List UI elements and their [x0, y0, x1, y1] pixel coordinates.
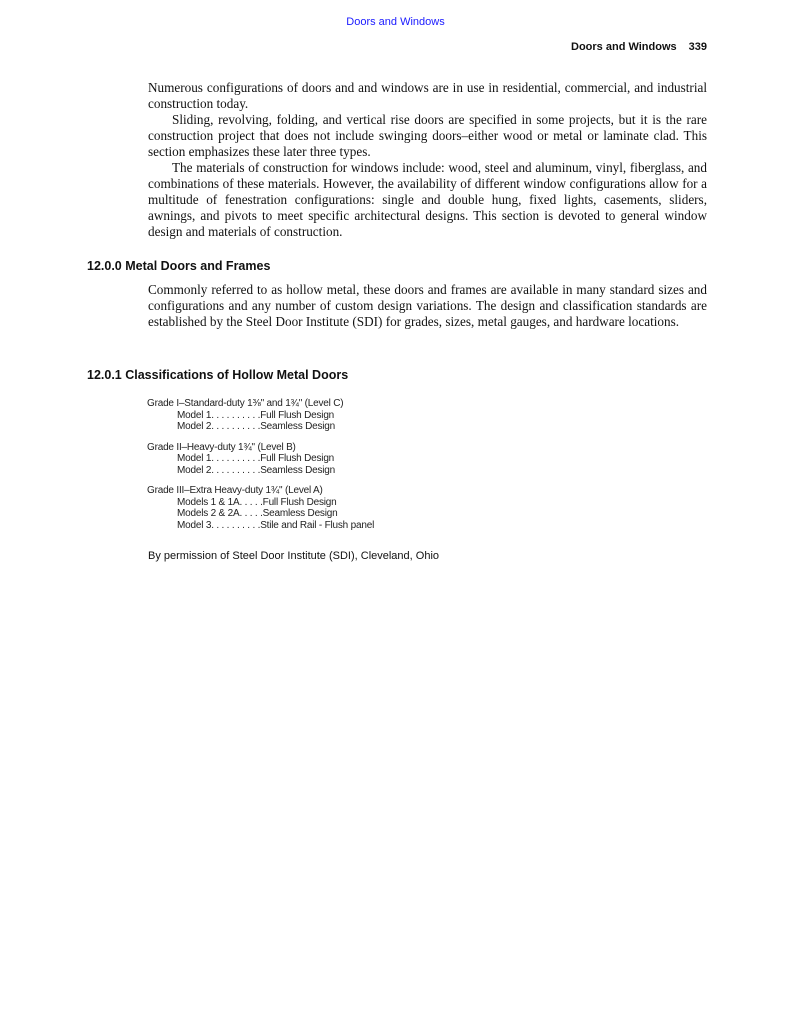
- permission-credit: By permission of Steel Door Institute (SDI), Cleveland, Ohio: [148, 550, 440, 562]
- model-row: [147, 508, 447, 520]
- model-row: [147, 421, 447, 433]
- model-design: Seamless Design: [262, 508, 338, 519]
- leader-dots: . . . . . . . . . .: [211, 519, 261, 531]
- page-number: 339: [688, 41, 707, 53]
- running-header: [571, 41, 707, 53]
- leader-dots: . . . . . . . . . .: [211, 453, 261, 464]
- grade-title: Grade III–Extra Heavy-duty 1¾" (Level A): [147, 485, 323, 496]
- intro-paragraph-3: The materials of construction for windows include: wood, steel and aluminum, vinyl, fiberglass, and combinations of these materials. However, the availability of different window configurations allow for a multitude of fenestration configurations: single and double hung, fixed lights, casements, sliders, awnings, and pivots to meet specific architectural designs. This section is devoted to general window design and materials of construction.: [148, 160, 707, 239]
- model-name: Models 1 & 1A: [177, 496, 240, 508]
- leader-dots: . . . . . . . . . .: [211, 464, 261, 476]
- grade-block: [147, 485, 447, 531]
- model-row: [147, 520, 447, 532]
- running-title: Doors and Windows: [571, 41, 677, 53]
- model-name: Model 2: [177, 421, 212, 432]
- model-design: Full Flush Design: [262, 496, 337, 508]
- section-heading-metal-doors: 12.0.0 Metal Doors and Frames: [87, 259, 271, 273]
- top-page-link[interactable]: Doors and Windows: [346, 16, 445, 28]
- model-design: Seamless Design: [260, 464, 336, 476]
- classification-list: [147, 398, 447, 540]
- model-row: [147, 497, 447, 509]
- leader-dots: . . . . . . . . . .: [211, 421, 261, 432]
- grade-block: [147, 442, 447, 477]
- leader-dots: . . . . .: [239, 496, 263, 508]
- metal-doors-paragraph: Commonly referred to as hollow metal, these doors and frames are available in many standard sizes and configurations and any number of custom design variations. The design and classification standards are established by the Steel Door Institute (SDI) for grades, sizes, metal gauges, and hardware locations.: [148, 282, 707, 329]
- model-design: Full Flush Design: [260, 409, 335, 421]
- intro-paragraph-2: Sliding, revolving, folding, and vertical rise doors are specified in some projects, but it is the rare construction project that does not include swinging doors–either wood or metal or laminate clad. This section emphasizes these later three types.: [148, 112, 707, 159]
- metal-doors-text: [148, 282, 707, 330]
- intro-paragraph-1: Numerous configurations of doors and and windows are in use in residential, commercial, and industrial construction today.: [148, 80, 707, 111]
- model-name: Models 2 & 2A: [177, 508, 240, 519]
- intro-text: [148, 80, 707, 240]
- model-row: [147, 465, 447, 477]
- grade-block: [147, 398, 447, 433]
- model-design: Full Flush Design: [260, 453, 335, 464]
- model-name: Model 1: [177, 453, 212, 464]
- model-design: Stile and Rail - Flush panel: [260, 519, 375, 531]
- model-row: [147, 410, 447, 422]
- model-row: [147, 453, 447, 465]
- leader-dots: . . . . . . . . . .: [211, 409, 261, 421]
- model-name: Model 1: [177, 409, 212, 421]
- leader-dots: . . . . .: [239, 508, 263, 519]
- grade-title: Grade I–Standard-duty 1⅜" and 1¾" (Level C): [147, 398, 344, 409]
- grade-title: Grade II–Heavy-duty 1¾" (Level B): [147, 441, 296, 453]
- model-design: Seamless Design: [260, 421, 336, 432]
- section-heading-classifications: 12.0.1 Classifications of Hollow Metal Doors: [87, 368, 349, 382]
- model-name: Model 3: [177, 519, 212, 531]
- model-name: Model 2: [177, 464, 212, 476]
